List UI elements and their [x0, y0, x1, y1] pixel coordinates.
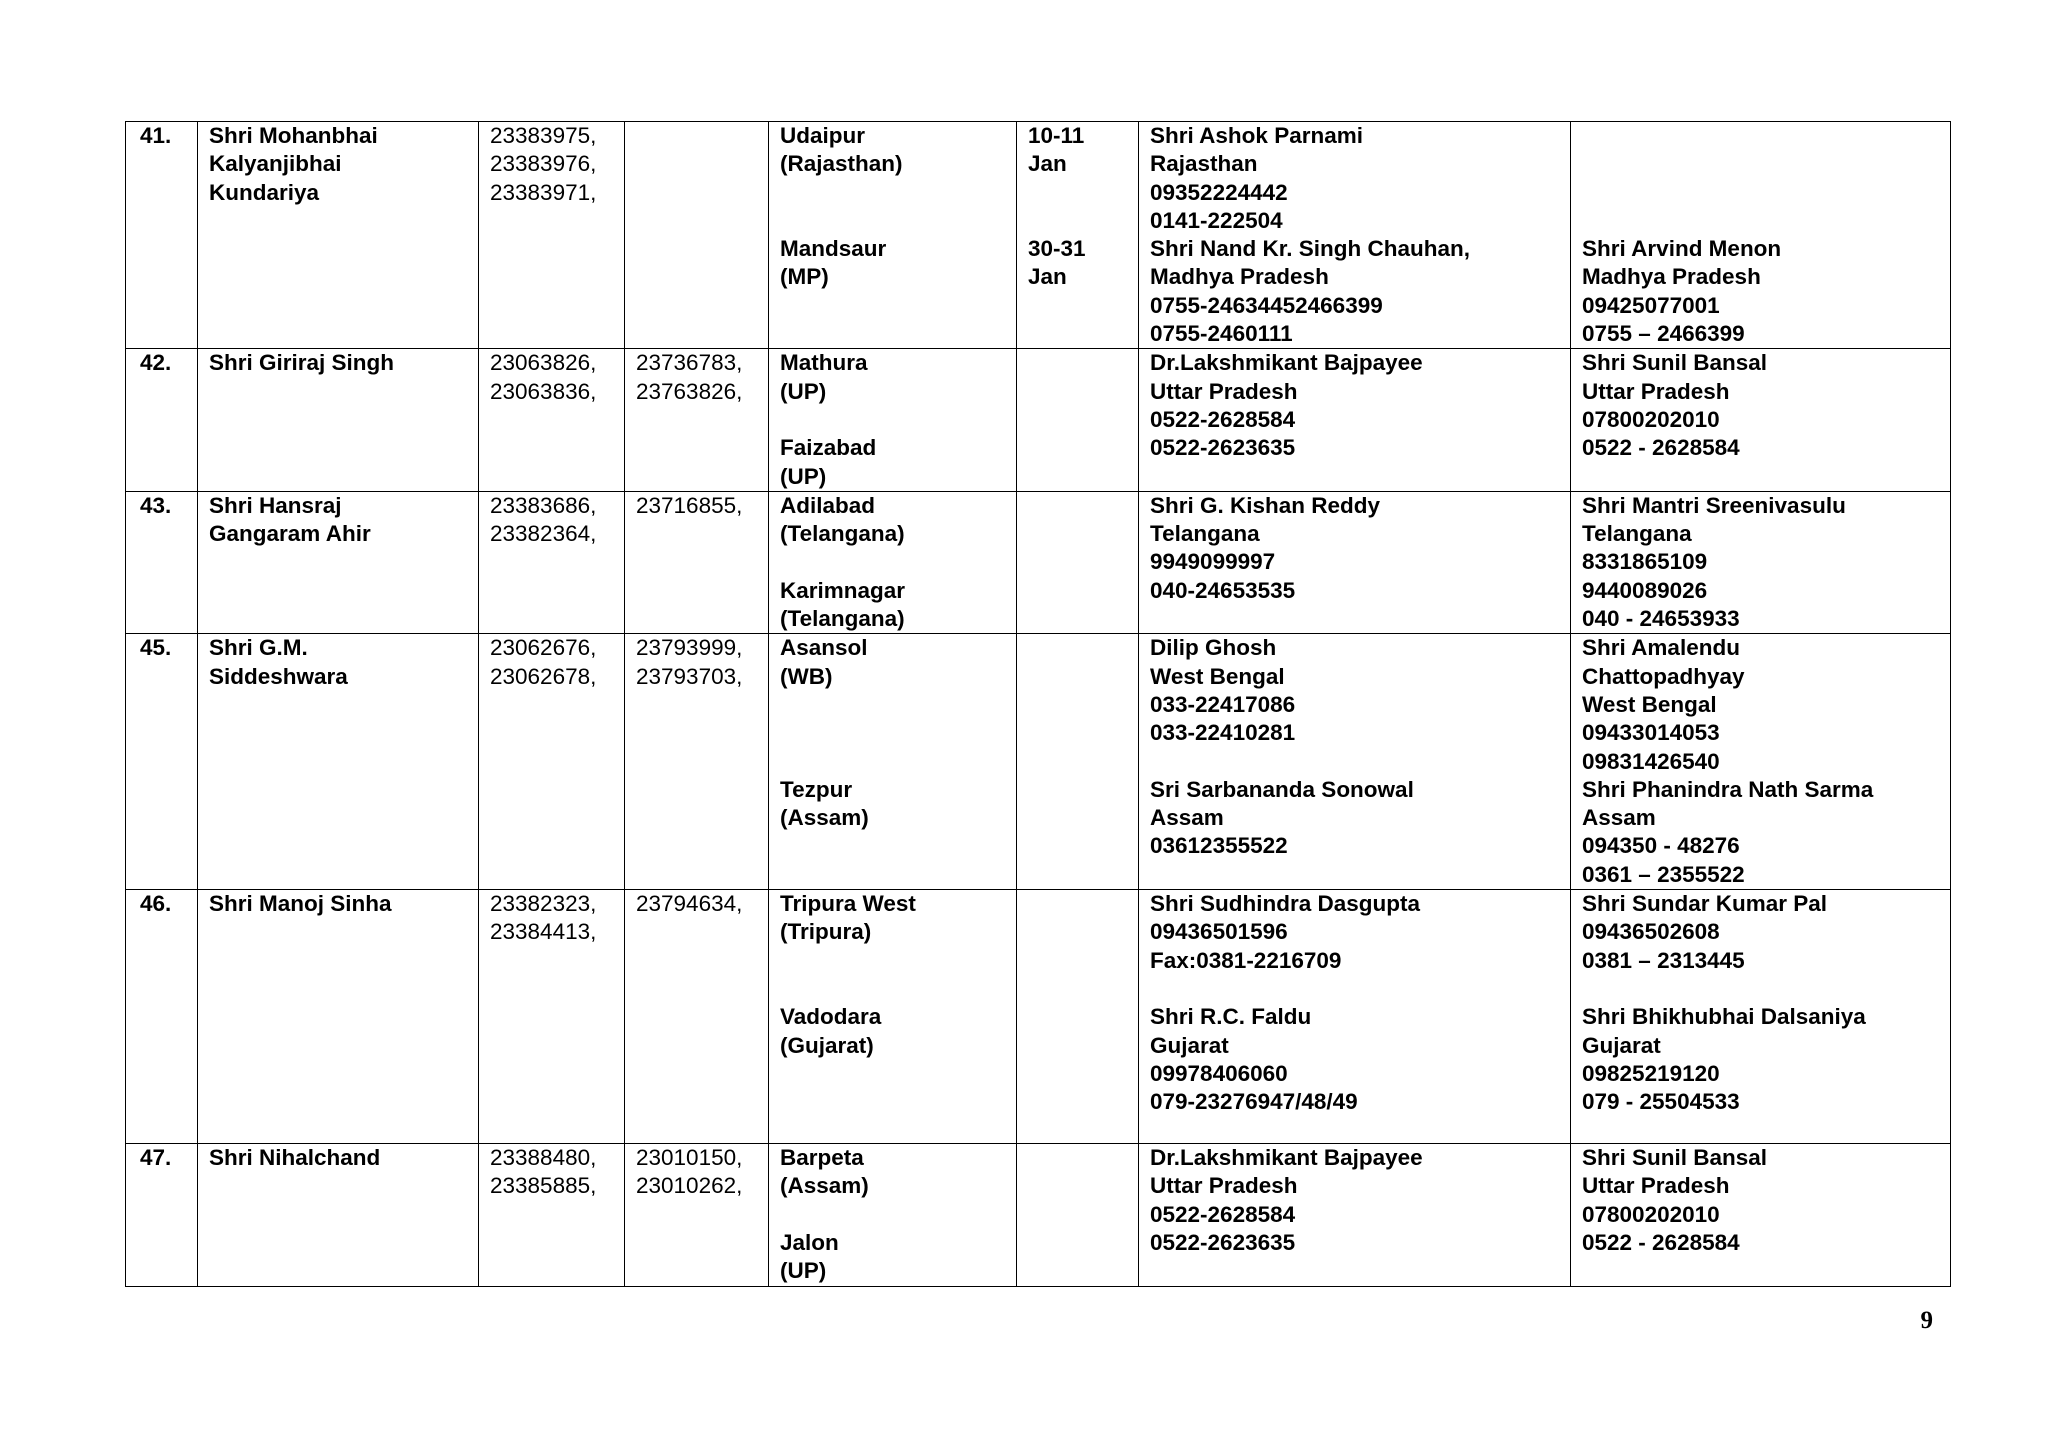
- state-secretary-cell: [1571, 634, 1951, 890]
- cell-line: Shri Ashok Parnami: [1150, 123, 1363, 148]
- state-secretary-cell: [1571, 1144, 1951, 1286]
- cell-line: Shri Arvind Menon: [1582, 236, 1782, 262]
- cell-line: Assam: [1150, 805, 1224, 831]
- member-name-cell: [198, 122, 479, 349]
- cell-line: 23793999,: [636, 635, 743, 661]
- state-president-cell: [1139, 890, 1571, 1144]
- row-number-cell: [126, 491, 198, 633]
- cell-line: 23382323,: [490, 891, 597, 917]
- cell-line: 23763826,: [636, 378, 743, 404]
- cell-text: 42.: [140, 350, 172, 376]
- cell-line: Barpeta: [780, 1145, 864, 1171]
- date-cell: [1017, 491, 1139, 633]
- office-phone-cell: [479, 1144, 625, 1286]
- location-cell: [769, 1144, 1017, 1286]
- cell-line: 0522-2628584: [1150, 406, 1296, 432]
- cell-line: Karimnagar: [780, 577, 906, 603]
- cell-line: [780, 719, 1016, 747]
- cell-line: 09433014053: [1582, 720, 1720, 746]
- cell-line: [1150, 975, 1570, 1003]
- state-secretary-cell: [1571, 491, 1951, 633]
- cell-line: 23063826,: [490, 350, 597, 376]
- cell-line: Faizabad: [780, 435, 877, 461]
- cell-line: 23384413,: [490, 919, 597, 945]
- member-name-cell: [198, 634, 479, 890]
- cell-line: 30-31: [1028, 236, 1086, 262]
- cell-line: Shri Manoj Sinha: [209, 891, 392, 917]
- cell-line: 23063836,: [490, 378, 597, 404]
- cell-line: 09436502608: [1582, 919, 1720, 945]
- residence-phone-cell: [625, 349, 769, 491]
- cell-line: 23062678,: [490, 663, 597, 689]
- cell-text: 41.: [140, 123, 172, 148]
- page-number: 9: [1920, 1307, 1933, 1334]
- state-secretary-cell: [1571, 122, 1951, 349]
- cell-line: 09978406060: [1150, 1060, 1288, 1086]
- residence-phone-cell: [625, 634, 769, 890]
- location-cell: [769, 349, 1017, 491]
- cell-line: Dr.Lakshmikant Bajpayee: [1150, 1145, 1423, 1171]
- cell-line: Adilabad: [780, 492, 876, 518]
- cell-line: Madhya Pradesh: [1582, 264, 1761, 290]
- cell-line: [1028, 179, 1138, 207]
- cell-line: 23736783,: [636, 350, 743, 376]
- cell-line: Rajasthan: [1150, 151, 1258, 177]
- cell-line: Shri Amalendu: [1582, 635, 1740, 661]
- cell-line: 0522 - 2628584: [1582, 1229, 1740, 1255]
- cell-line: Dilip Ghosh: [1150, 635, 1277, 661]
- row-number-cell: [126, 1144, 198, 1286]
- cell-line: Siddeshwara: [209, 663, 348, 689]
- cell-line: Mandsaur: [780, 236, 887, 262]
- cell-line: 079 - 25504533: [1582, 1089, 1740, 1115]
- cell-line: (Assam): [780, 1173, 869, 1199]
- cell-line: (UP): [780, 1258, 827, 1284]
- cell-line: Shri Bhikhubhai Dalsaniya: [1582, 1004, 1866, 1030]
- cell-line: (Assam): [780, 805, 869, 831]
- cell-line: Shri Phanindra Nath Sarma: [1582, 776, 1874, 802]
- cell-line: Asansol: [780, 635, 868, 661]
- cell-text: 45.: [140, 635, 172, 661]
- cell-line: 0522-2623635: [1150, 1229, 1296, 1255]
- member-name-cell: [198, 1144, 479, 1286]
- cell-line: (Gujarat): [780, 1032, 874, 1058]
- cell-line: Uttar Pradesh: [1582, 1173, 1730, 1199]
- state-president-cell: [1139, 349, 1571, 491]
- cell-line: Shri Sunil Bansal: [1582, 1145, 1768, 1171]
- cell-line: Vadodara: [780, 1004, 882, 1030]
- cell-line: 23716855,: [636, 492, 743, 518]
- cell-line: [1582, 179, 1950, 207]
- table-row: [126, 890, 1951, 1144]
- cell-line: 0381 – 2313445: [1582, 947, 1745, 973]
- table-row: [126, 122, 1951, 349]
- cell-line: Tripura West: [780, 891, 916, 917]
- cell-line: Madhya Pradesh: [1150, 264, 1329, 290]
- date-cell: [1017, 1144, 1139, 1286]
- cell-line: Shri Hansraj: [209, 492, 342, 518]
- cell-line: Uttar Pradesh: [1150, 1173, 1298, 1199]
- cell-line: (Telangana): [780, 606, 905, 632]
- cell-line: 0522-2628584: [1150, 1201, 1296, 1227]
- cell-line: [1582, 122, 1950, 150]
- cell-line: Shri G.M.: [209, 635, 308, 661]
- location-cell: [769, 890, 1017, 1144]
- cell-line: 8331865109: [1582, 549, 1708, 575]
- cell-line: [1028, 1144, 1138, 1172]
- cell-line: 0755-24634452466399: [1150, 292, 1383, 318]
- cell-line: 23385885,: [490, 1173, 597, 1199]
- residence-phone-cell: [625, 890, 769, 1144]
- date-cell: [1017, 890, 1139, 1144]
- cell-line: Kundariya: [209, 179, 320, 205]
- cell-line: [780, 1201, 1016, 1229]
- cell-line: [1028, 349, 1138, 377]
- cell-line: [1028, 207, 1138, 235]
- cell-line: 09425077001: [1582, 292, 1720, 318]
- date-cell: [1017, 122, 1139, 349]
- cell-line: [780, 406, 1016, 434]
- cell-line: Dr.Lakshmikant Bajpayee: [1150, 350, 1423, 376]
- cell-line: Shri Mantri Sreenivasulu: [1582, 492, 1846, 518]
- cell-line: 0755 – 2466399: [1582, 321, 1745, 347]
- cell-line: Shri R.C. Faldu: [1150, 1004, 1312, 1030]
- state-president-cell: [1139, 491, 1571, 633]
- cell-line: [1582, 150, 1950, 178]
- cell-line: [780, 548, 1016, 576]
- cell-line: (UP): [780, 378, 827, 404]
- cell-line: 09352224442: [1150, 179, 1288, 205]
- cell-line: 23794634,: [636, 891, 743, 917]
- cell-line: 23010150,: [636, 1145, 743, 1171]
- cell-line: (WB): [780, 663, 833, 689]
- cell-line: Fax:0381-2216709: [1150, 947, 1342, 973]
- cell-line: Shri Sundar Kumar Pal: [1582, 891, 1828, 917]
- cell-line: [780, 691, 1016, 719]
- state-secretary-cell: [1571, 890, 1951, 1144]
- cell-line: 23383975,: [490, 123, 597, 148]
- cell-line: [780, 207, 1016, 235]
- cell-line: 23383686,: [490, 492, 597, 518]
- row-number-cell: [126, 122, 198, 349]
- cell-line: Sri Sarbananda Sonowal: [1150, 776, 1414, 802]
- state-president-cell: [1139, 1144, 1571, 1286]
- cell-line: 9440089026: [1582, 577, 1708, 603]
- cell-line: 09436501596: [1150, 919, 1288, 945]
- cell-line: [1582, 207, 1950, 235]
- cell-line: 09825219120: [1582, 1060, 1720, 1086]
- cell-line: [1028, 890, 1138, 918]
- table-row: [126, 491, 1951, 633]
- cell-line: Telangana: [1150, 521, 1260, 547]
- residence-phone-cell: [625, 1144, 769, 1286]
- cell-line: 23793703,: [636, 663, 743, 689]
- cell-line: Kalyanjibhai: [209, 151, 342, 177]
- cell-line: [636, 122, 768, 150]
- cell-line: [1582, 975, 1950, 1003]
- cell-line: Udaipur: [780, 123, 866, 148]
- cell-line: 0522-2623635: [1150, 435, 1296, 461]
- cell-line: 23388480,: [490, 1145, 597, 1171]
- cell-line: (MP): [780, 264, 829, 290]
- cell-line: 0361 – 2355522: [1582, 861, 1745, 887]
- cell-line: [780, 179, 1016, 207]
- table-row: [126, 1144, 1951, 1286]
- cell-line: Shri Mohanbhai: [209, 123, 378, 148]
- cell-line: Jan: [1028, 264, 1067, 290]
- cell-line: Mathura: [780, 350, 868, 376]
- cell-line: Chattopadhyay: [1582, 663, 1745, 689]
- cell-line: 10-11: [1028, 123, 1085, 148]
- cell-line: Uttar Pradesh: [1582, 378, 1730, 404]
- residence-phone-cell: [625, 491, 769, 633]
- residence-phone-cell: [625, 122, 769, 349]
- cell-line: 23382364,: [490, 521, 597, 547]
- date-cell: [1017, 349, 1139, 491]
- cell-line: 23383976,: [490, 151, 597, 177]
- cell-line: 0522 - 2628584: [1582, 435, 1740, 461]
- location-cell: [769, 634, 1017, 890]
- cell-line: [780, 947, 1016, 975]
- cell-line: 040 - 24653933: [1582, 606, 1740, 632]
- cell-text: 47.: [140, 1145, 172, 1171]
- cell-line: Tezpur: [780, 776, 853, 802]
- cell-line: 0755-2460111: [1150, 321, 1293, 347]
- cell-line: [780, 975, 1016, 1003]
- cell-line: Shri Nihalchand: [209, 1145, 381, 1171]
- cell-line: Jan: [1028, 151, 1067, 177]
- cell-line: (Telangana): [780, 521, 905, 547]
- office-phone-cell: [479, 890, 625, 1144]
- date-cell: [1017, 634, 1139, 890]
- cell-line: [1028, 634, 1138, 662]
- cell-line: [780, 748, 1016, 776]
- cell-line: 040-24653535: [1150, 577, 1296, 603]
- cell-line: 094350 - 48276: [1582, 833, 1740, 859]
- cell-line: Gangaram Ahir: [209, 521, 371, 547]
- cell-line: Shri Sudhindra Dasgupta: [1150, 891, 1421, 917]
- cell-line: (Tripura): [780, 919, 872, 945]
- location-cell: [769, 491, 1017, 633]
- cell-text: 46.: [140, 891, 172, 917]
- cell-line: 23010262,: [636, 1173, 743, 1199]
- cell-line: Telangana: [1582, 521, 1692, 547]
- cell-line: 079-23276947/48/49: [1150, 1089, 1358, 1115]
- cell-line: 07800202010: [1582, 1201, 1720, 1227]
- cell-line: Shri Giriraj Singh: [209, 350, 395, 376]
- cell-line: 23062676,: [490, 635, 597, 661]
- location-cell: [769, 122, 1017, 349]
- member-name-cell: [198, 890, 479, 1144]
- state-secretary-cell: [1571, 349, 1951, 491]
- state-president-cell: [1139, 634, 1571, 890]
- office-phone-cell: [479, 122, 625, 349]
- cell-line: Gujarat: [1150, 1032, 1229, 1058]
- cell-line: West Bengal: [1150, 663, 1285, 689]
- table-row: [126, 349, 1951, 491]
- cell-line: Gujarat: [1582, 1032, 1661, 1058]
- table-row: [126, 634, 1951, 890]
- cell-line: Shri G. Kishan Reddy: [1150, 492, 1381, 518]
- cell-line: 07800202010: [1582, 406, 1720, 432]
- office-phone-cell: [479, 491, 625, 633]
- office-phone-cell: [479, 349, 625, 491]
- row-number-cell: [126, 349, 198, 491]
- cell-line: Shri Nand Kr. Singh Chauhan,: [1150, 236, 1471, 262]
- cell-line: 23383971,: [490, 179, 597, 205]
- cell-line: 9949099997: [1150, 549, 1276, 575]
- cell-line: West Bengal: [1582, 691, 1717, 717]
- office-phone-cell: [479, 634, 625, 890]
- cell-line: 09831426540: [1582, 748, 1720, 774]
- state-president-cell: [1139, 122, 1571, 349]
- row-number-cell: [126, 890, 198, 1144]
- contacts-table: [125, 121, 1951, 1287]
- cell-line: Jalon: [780, 1229, 839, 1255]
- cell-line: (Rajasthan): [780, 151, 903, 177]
- member-name-cell: [198, 491, 479, 633]
- row-number-cell: [126, 634, 198, 890]
- cell-line: (UP): [780, 463, 827, 489]
- cell-line: Assam: [1582, 805, 1656, 831]
- cell-line: [1150, 748, 1570, 776]
- cell-text: 43.: [140, 492, 172, 518]
- member-name-cell: [198, 349, 479, 491]
- cell-line: 03612355522: [1150, 833, 1288, 859]
- cell-line: [1028, 492, 1138, 520]
- cell-line: 033-22417086: [1150, 691, 1296, 717]
- cell-line: 033-22410281: [1150, 720, 1296, 746]
- cell-line: Shri Sunil Bansal: [1582, 350, 1768, 376]
- cell-line: Uttar Pradesh: [1150, 378, 1298, 404]
- cell-line: 0141-222504: [1150, 207, 1283, 233]
